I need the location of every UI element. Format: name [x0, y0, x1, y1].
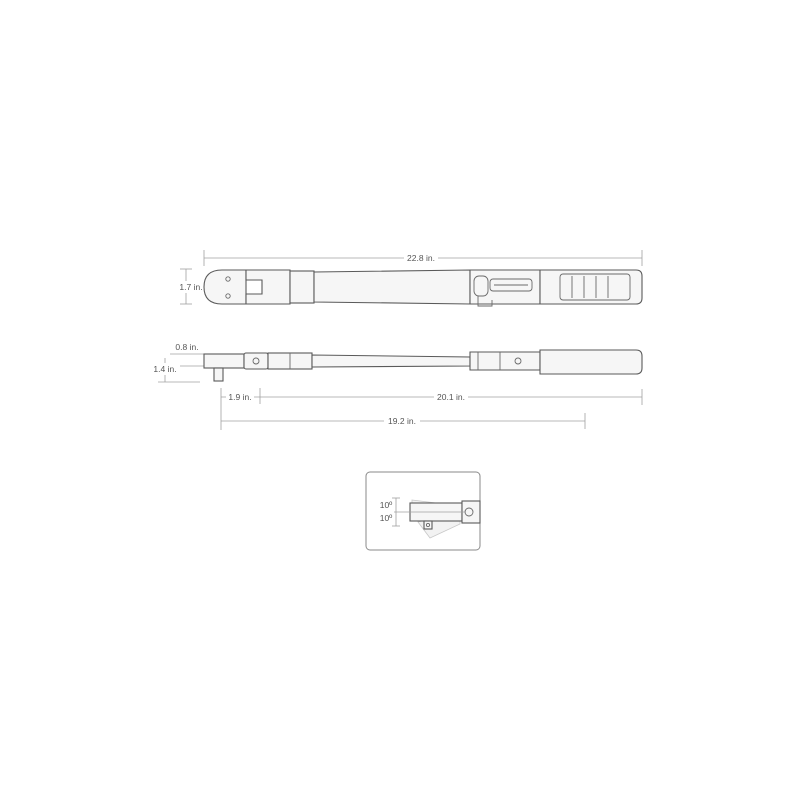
overall-length-dimension: [204, 250, 642, 266]
handle-length-label: 20.1 in.: [437, 392, 465, 402]
wrench-top-view: [204, 270, 642, 306]
wrench-side-view: [204, 350, 642, 381]
drive-height-dimension: [150, 358, 200, 382]
effective-length-dimension: [221, 413, 585, 429]
head-width-label: 1.7 in.: [179, 282, 203, 292]
flex-angle-inset: [366, 472, 480, 550]
head-thickness-label: 0.8 in.: [175, 342, 199, 352]
drive-offset-label: 1.9 in.: [228, 392, 252, 402]
angle-down-label: 10º: [379, 513, 393, 523]
drive-height-label: 1.4 in.: [153, 364, 177, 374]
angle-up-label: 10º: [379, 500, 393, 510]
overall-length-label: 22.8 in.: [407, 253, 435, 263]
head-thickness-dimension: [170, 341, 204, 366]
handle-length-dimension: [260, 389, 642, 405]
head-width-dimension: [176, 269, 206, 304]
effective-length-label: 19.2 in.: [388, 416, 416, 426]
drive-offset-dimension: [221, 388, 260, 430]
